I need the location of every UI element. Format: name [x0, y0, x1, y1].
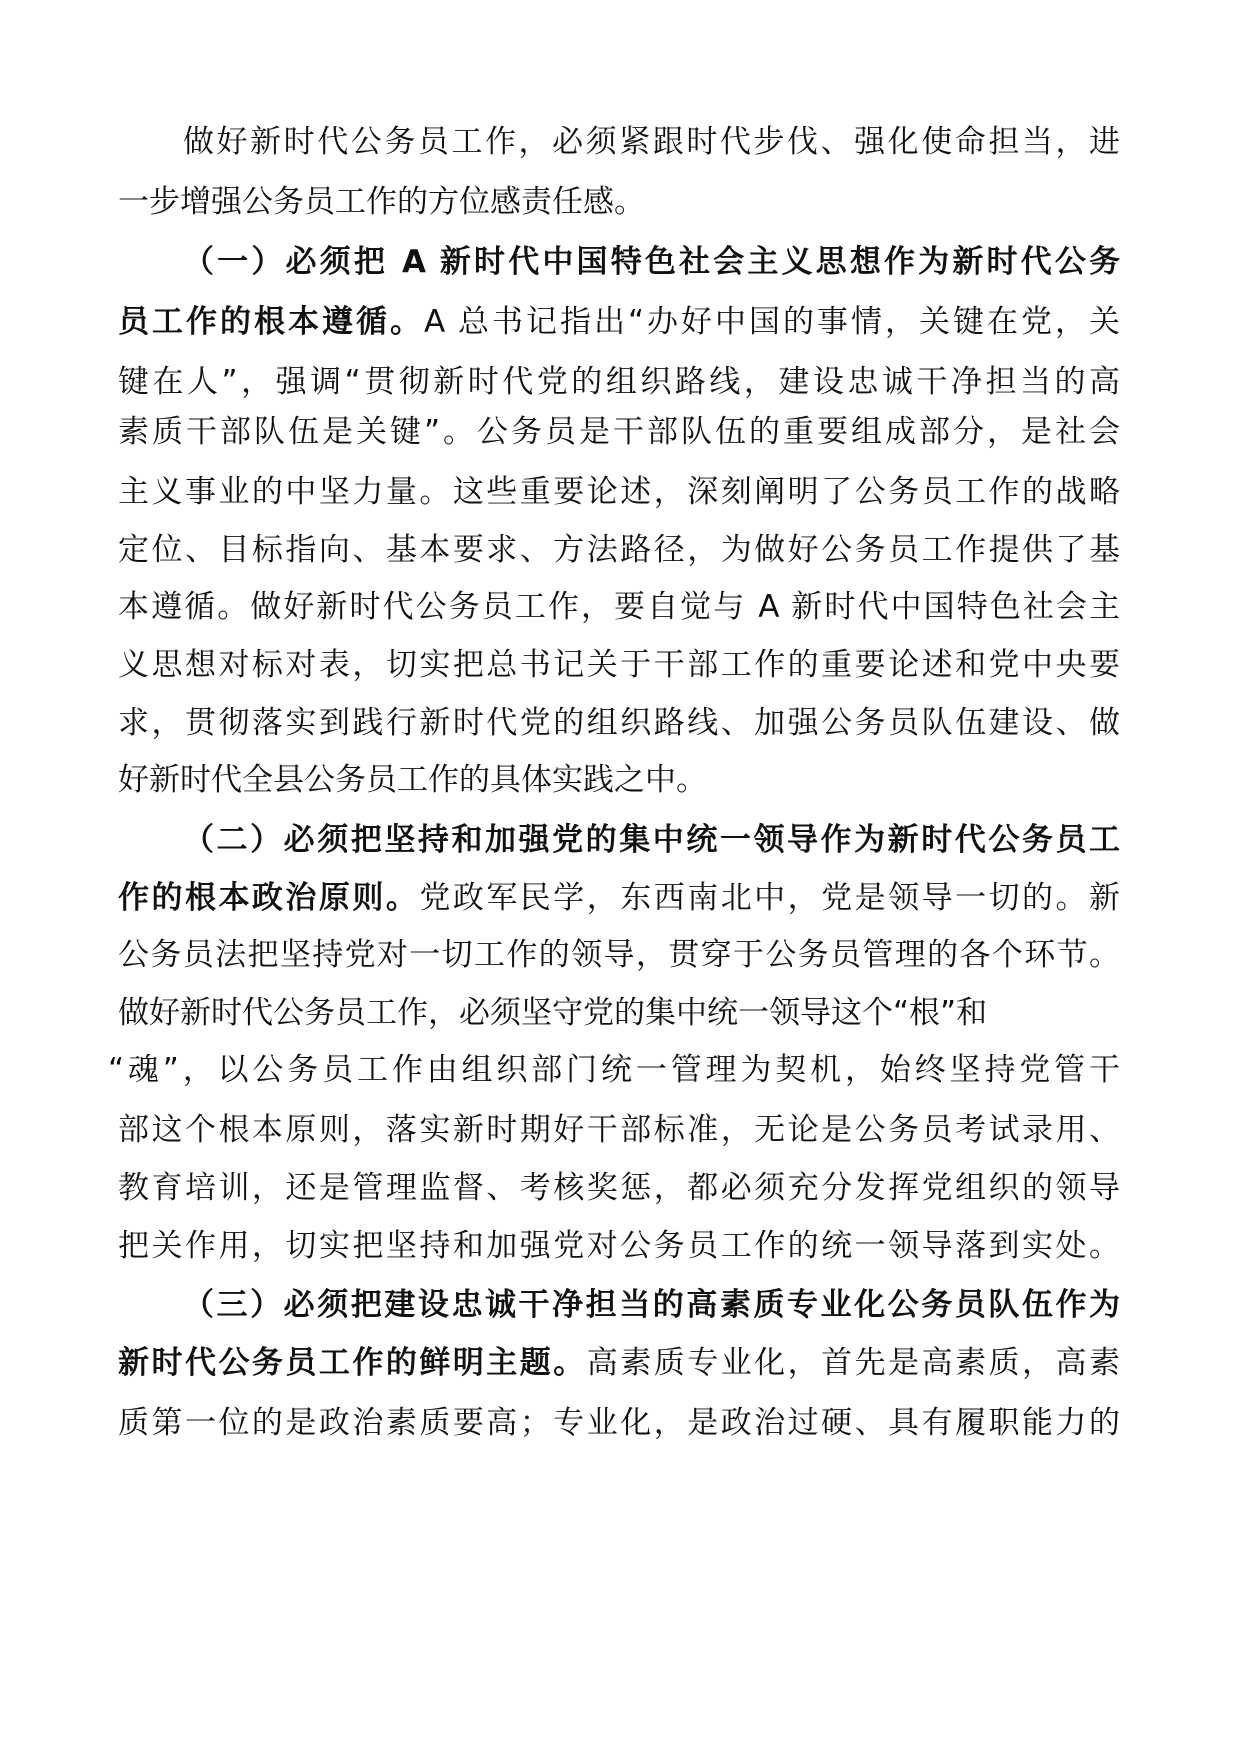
paragraph-line	[118, 868, 1120, 928]
body-text: 质第一位的是政治素质要高；专业化，是政治过硬、具有履职能力的	[118, 1405, 1120, 1441]
heading-text: 员工作的根本遵循。	[118, 304, 424, 340]
paragraph-line	[118, 693, 1120, 753]
heading-text: （三）必须把建设忠诚干净担当的高素质专业化公务员队伍作为	[183, 1287, 1120, 1323]
body-text: 做好新时代公务员工作，必须紧跟时代步伐、强化使命担当，进	[183, 124, 1120, 160]
body-text: A 总书记指出“办好中国的事情，关键在党，关	[423, 304, 1121, 340]
heading-text: （一）必须把 A 新时代中国特色社会主义思想作为新时代公务	[183, 244, 1120, 280]
heading-text: 新时代公务员工作的鲜明主题。	[118, 1345, 587, 1381]
paragraph-line	[118, 292, 1120, 352]
paragraph-line	[118, 1333, 1120, 1393]
paragraph-line	[118, 1158, 1120, 1218]
paragraph-line	[118, 983, 1120, 1043]
body-text: 教育培训，还是管理监督、考核奖惩，都必须充分发挥党组织的领导	[118, 1170, 1120, 1206]
body-text: 党政军民学，东西南北中，党是领导一切的。新	[419, 880, 1121, 916]
body-text: 本遵循。做好新时代公务员工作，要自觉与 A 新时代中国特色社会主	[118, 589, 1120, 625]
body-text: 把关作用，切实把坚持和加强党对公务员工作的统一领导落到实处。	[118, 1228, 1120, 1264]
paragraph-line	[118, 1393, 1120, 1453]
body-text: 好新时代全县公务员工作的具体实践之中。	[118, 762, 707, 798]
body-text: 主义事业的中坚力量。这些重要论述，深刻阐明了公务员工作的战略	[118, 474, 1120, 510]
body-text: 部这个根本原则，落实新时期好干部标准，无论是公务员考试录用、	[118, 1112, 1120, 1148]
heading-text: 作的根本政治原则。	[118, 880, 420, 916]
body-text: 高素质专业化，首先是高素质，高素	[586, 1345, 1121, 1381]
body-text: “魂”，以公务员工作由组织部门统一管理为契机，始终坚持党管干	[108, 1052, 1120, 1088]
paragraph-line	[183, 112, 1120, 172]
paragraph-line	[183, 232, 1120, 292]
paragraph-line	[183, 810, 1120, 870]
paragraph-line	[118, 462, 1120, 522]
body-text: 定位、目标指向、基本要求、方法路径，为做好公务员工作提供了基	[118, 532, 1120, 568]
body-text: 键在人”，强调“贯彻新时代党的组织路线，建设忠诚干净担当的高	[118, 364, 1120, 400]
paragraph-line	[118, 1100, 1120, 1160]
body-text: 求，贯彻落实到践行新时代党的组织路线、加强公务员队伍建设、做	[118, 705, 1120, 741]
paragraph-line	[118, 172, 1120, 232]
paragraph-line	[118, 925, 1120, 985]
heading-text: （二）必须把坚持和加强党的集中统一领导作为新时代公务员工	[183, 822, 1120, 858]
body-text: 公务员法把坚持党对一切工作的领导，贯穿于公务员管理的各个环节。	[118, 937, 1120, 973]
paragraph-line	[118, 577, 1120, 637]
paragraph-line	[118, 520, 1120, 580]
paragraph-line	[118, 635, 1120, 695]
paragraph-line	[183, 1275, 1120, 1335]
paragraph-line	[118, 1216, 1120, 1276]
paragraph-line	[108, 1040, 1120, 1100]
body-text: 一步增强公务员工作的方位感责任感。	[118, 184, 645, 220]
body-text: 做好新时代公务员工作，必须坚守党的集中统一领导这个“根”和	[118, 995, 988, 1031]
paragraph-line	[118, 402, 1120, 462]
body-text: 义思想对标对表，切实把总书记关于干部工作的重要论述和党中央要	[118, 647, 1120, 683]
paragraph-line	[118, 750, 1120, 810]
body-text: 素质干部队伍是关键”。公务员是干部队伍的重要组成部分，是社会	[118, 414, 1120, 450]
